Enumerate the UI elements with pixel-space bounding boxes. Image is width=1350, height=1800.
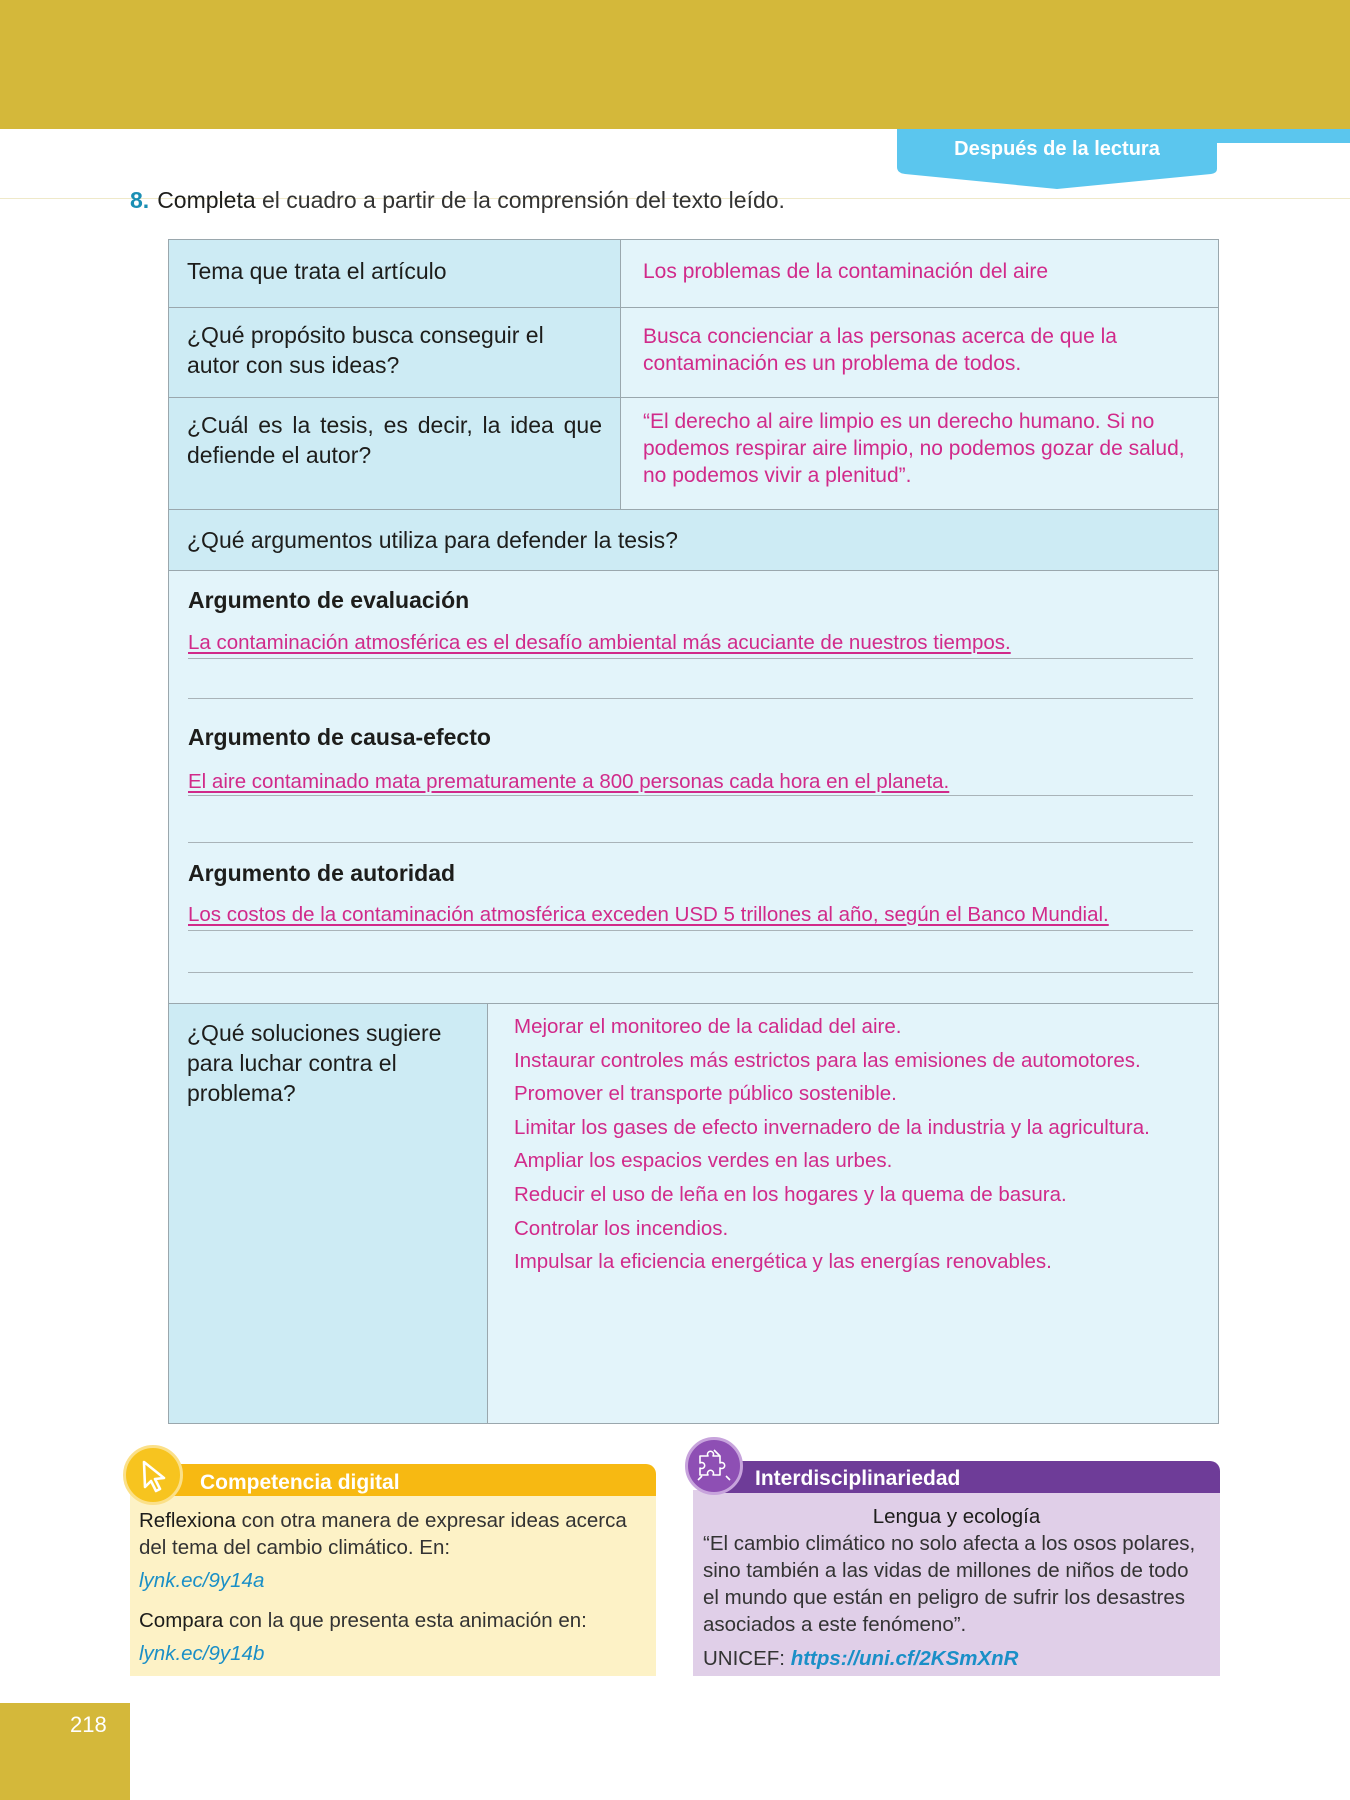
interdisciplinary-quote: “El cambio climático no solo afecta a los osos polares, sino también a las vidas de millones de niños de todo el mundo que están en peligro de sufrir los desastres asociados a este fenómeno”. bbox=[703, 1532, 1196, 1636]
instruction-lead: Completa bbox=[157, 187, 256, 213]
answer-purpose[interactable]: Busca concienciar a las personas acerca de que la contaminación es un problema de todos. bbox=[621, 308, 1218, 398]
activity-number: 8. bbox=[130, 187, 150, 213]
instruction-text: el cuadro a partir de la comprensión del texto leído. bbox=[262, 187, 785, 213]
digital-competence-header: Competencia digital bbox=[160, 1464, 656, 1496]
answer-thesis[interactable]: “El derecho al aire limpio es un derecho humano. Si no podemos respirar aire limpio, no podemos gozar de salud, no podemos vivir a plenitud”. bbox=[621, 398, 1218, 510]
digital-compare-text bbox=[139, 1607, 639, 1634]
puzzle-icon bbox=[685, 1437, 743, 1495]
solutions-list bbox=[514, 1010, 1150, 1279]
answer-line bbox=[188, 698, 1193, 699]
section-tab-label: Después de la lectura bbox=[954, 138, 1160, 160]
solution-item: Mejorar el monitoreo de la calidad del aire. bbox=[514, 1015, 902, 1038]
digital-competence-text bbox=[139, 1507, 639, 1561]
answer-line bbox=[188, 930, 1193, 931]
argument-evaluation-title: Argumento de evaluación bbox=[188, 587, 470, 613]
question-arguments: ¿Qué argumentos utiliza para defender la tesis? bbox=[169, 510, 1218, 571]
argument-cause-effect-text[interactable]: El aire contaminado mata prematuramente a 800 personas cada hora en el planeta. bbox=[188, 770, 950, 793]
solution-item: Reducir el uso de leña en los hogares y la quema de basura. bbox=[514, 1182, 1067, 1206]
compare-text: con la que presenta esta animación en: bbox=[229, 1609, 587, 1632]
argument-evaluation-text[interactable]: La contaminación atmosférica es el desafío ambiental más acuciante de nuestros tiempos. bbox=[188, 631, 1011, 654]
section-tab bbox=[897, 129, 1217, 189]
page-number-tab bbox=[0, 1703, 130, 1800]
argument-authority-text[interactable]: Los costos de la contaminación atmosférica exceden USD 5 trillones al año, según el Banco Mundial. bbox=[188, 903, 1109, 926]
question-purpose: ¿Qué propósito busca conseguir el autor con sus ideas? bbox=[169, 308, 621, 398]
question-solutions: ¿Qué soluciones sugiere para luchar contra el problema? bbox=[169, 1003, 488, 1423]
answer-line bbox=[188, 658, 1193, 659]
answer-line bbox=[188, 842, 1193, 843]
reflect-keyword: Reflexiona bbox=[139, 1509, 236, 1532]
unicef-link[interactable]: https://uni.cf/2KSmXnR bbox=[790, 1647, 1019, 1670]
interdisciplinary-subtitle: Lengua y ecología bbox=[872, 1505, 1041, 1528]
cursor-icon bbox=[123, 1445, 183, 1505]
solution-item: Limitar los gases de efecto invernadero de la industria y la agricultura. bbox=[514, 1115, 1150, 1139]
question-thesis: ¿Cuál es la tesis, es decir, la idea que defiende el autor? bbox=[169, 398, 621, 510]
interdisciplinary-source bbox=[703, 1645, 1019, 1672]
solution-item: Controlar los incendios. bbox=[514, 1216, 729, 1240]
digital-link-2[interactable]: lynk.ec/9y14b bbox=[139, 1642, 265, 1665]
answer-line bbox=[188, 972, 1193, 973]
solution-item: Ampliar los espacios verdes en las urbes. bbox=[514, 1149, 893, 1173]
interdisciplinary-header: Interdisciplinariedad bbox=[718, 1461, 1220, 1493]
argument-authority-title: Argumento de autoridad bbox=[188, 860, 456, 886]
activity-instruction bbox=[130, 187, 785, 214]
answer-topic[interactable]: Los problemas de la contaminación del aire bbox=[621, 240, 1218, 308]
argument-cause-effect-title: Argumento de causa-efecto bbox=[188, 724, 491, 750]
page-number: 218 bbox=[70, 1712, 107, 1737]
question-topic: Tema que trata el artículo bbox=[169, 240, 621, 308]
section-tab-stripe bbox=[1215, 129, 1350, 143]
solution-item: Instaurar controles más estrictos para las emisiones de automotores. bbox=[514, 1048, 1141, 1072]
source-label: UNICEF: bbox=[703, 1647, 785, 1670]
digital-link-1[interactable]: lynk.ec/9y14a bbox=[139, 1569, 265, 1592]
solution-item: Impulsar la eficiencia energética y las energías renovables. bbox=[514, 1250, 1052, 1274]
compare-keyword: Compara bbox=[139, 1609, 224, 1632]
reflect-text: con otra manera de expresar ideas acerca del tema del cambio climático. En: bbox=[139, 1509, 627, 1559]
answer-line bbox=[188, 795, 1193, 796]
solution-item: Promover el transporte público sostenible. bbox=[514, 1082, 897, 1106]
top-color-band bbox=[0, 0, 1350, 129]
